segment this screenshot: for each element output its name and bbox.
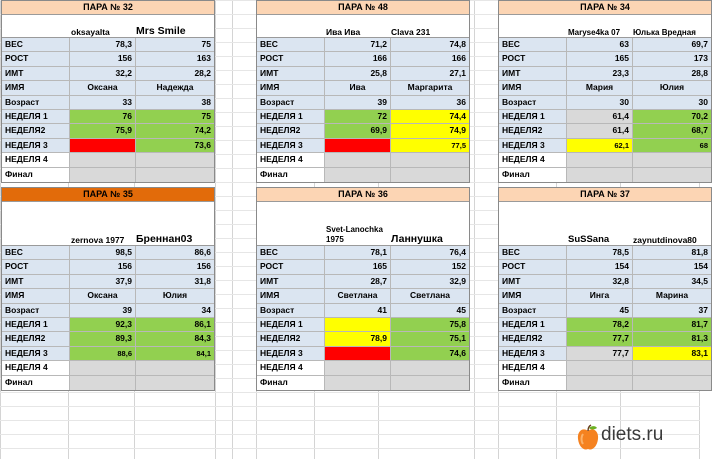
row-bmi (257, 275, 469, 289)
value-cell[interactable]: 154 (633, 260, 711, 273)
row-week1 (499, 318, 711, 332)
row-weight (2, 246, 214, 260)
row-label: Возраст (2, 96, 70, 109)
value-cell[interactable]: 28,7 (325, 275, 391, 288)
value-cell[interactable]: 41 (325, 304, 391, 317)
row-label: ВЕС (2, 246, 70, 259)
value-cell[interactable]: 70,2 (633, 110, 711, 123)
row-label: РОСТ (2, 52, 70, 65)
value-cell[interactable]: 28,2 (136, 67, 214, 80)
value-cell[interactable] (633, 153, 711, 166)
pair-title: ПАРА № 35 (2, 188, 214, 202)
row-label: ИМТ (499, 67, 567, 80)
row-label: ВЕС (2, 38, 70, 51)
value-cell[interactable]: 77,7 (567, 332, 633, 345)
row-label: Финал (257, 168, 325, 182)
row-bmi (2, 67, 214, 81)
row-label: НЕДЕЛЯ 3 (499, 347, 567, 360)
value-cell[interactable]: Юлия (633, 81, 711, 94)
value-cell[interactable]: 78,5 (567, 246, 633, 259)
row-label: Возраст (499, 96, 567, 109)
value-cell[interactable]: 78,2 (567, 318, 633, 331)
nickname-1[interactable]: Svet-Lanochka 1975 (326, 225, 383, 244)
nickname-2[interactable]: zaynutdinova80 (633, 235, 697, 245)
row-label: НЕДЕЛЯ 3 (499, 139, 567, 152)
pair-title: ПАРА № 32 (2, 1, 214, 15)
value-cell[interactable]: 89,3 (70, 332, 136, 345)
value-cell[interactable]: 75,8 (391, 318, 469, 331)
row-age (257, 304, 469, 318)
row-week3 (2, 347, 214, 361)
value-cell[interactable]: 84,3 (136, 332, 214, 345)
pair-table (498, 0, 712, 183)
row-week4 (2, 153, 214, 167)
value-cell[interactable] (136, 376, 214, 390)
value-cell[interactable]: 37 (633, 304, 711, 317)
row-height (499, 52, 711, 66)
value-cell[interactable]: Инга (567, 289, 633, 302)
row-label: НЕДЕЛЯ 1 (257, 318, 325, 331)
value-cell[interactable] (325, 318, 391, 331)
row-week2 (2, 124, 214, 138)
value-cell[interactable] (70, 361, 136, 374)
row-label: НЕДЕЛЯ 1 (2, 110, 70, 123)
row-label: ИМТ (257, 67, 325, 80)
value-cell[interactable]: 77,7 (567, 347, 633, 360)
row-label: Возраст (499, 304, 567, 317)
value-cell[interactable] (567, 361, 633, 374)
row-label: РОСТ (2, 260, 70, 273)
row-week4 (2, 361, 214, 375)
value-cell[interactable]: 86,6 (136, 246, 214, 259)
row-label: НЕДЕЛЯ2 (2, 332, 70, 345)
row-label: НЕДЕЛЯ 4 (257, 361, 325, 374)
row-label: НЕДЕЛЯ2 (2, 124, 70, 137)
value-cell[interactable]: 152 (391, 260, 469, 273)
value-cell[interactable]: 81,8 (633, 246, 711, 259)
value-cell[interactable] (633, 168, 711, 182)
value-cell[interactable]: Светлана (325, 289, 391, 302)
value-cell[interactable]: 77,5 (391, 139, 469, 152)
value-cell[interactable]: 45 (391, 304, 469, 317)
row-height (257, 52, 469, 66)
value-cell[interactable]: 72 (325, 110, 391, 123)
row-name (257, 81, 469, 95)
row-week1 (2, 110, 214, 124)
row-label: ИМЯ (499, 81, 567, 94)
row-week1 (499, 110, 711, 124)
value-cell[interactable] (325, 153, 391, 166)
value-cell[interactable]: 156 (70, 52, 136, 65)
value-cell[interactable]: 68,7 (633, 124, 711, 137)
value-cell[interactable]: 78,9 (325, 332, 391, 345)
nickname-row (2, 202, 214, 246)
row-name (257, 289, 469, 303)
row-label: НЕДЕЛЯ 4 (2, 153, 70, 166)
value-cell[interactable]: Юлия (136, 289, 214, 302)
value-cell[interactable] (633, 361, 711, 374)
value-cell[interactable]: 45 (567, 304, 633, 317)
row-week4 (499, 153, 711, 167)
pair-title: ПАРА № 36 (257, 188, 469, 202)
value-cell[interactable] (136, 153, 214, 166)
row-week2 (2, 332, 214, 346)
value-cell[interactable]: Оксана (70, 81, 136, 94)
pair-table (1, 0, 215, 183)
row-label: Возраст (257, 304, 325, 317)
row-label: НЕДЕЛЯ 1 (499, 110, 567, 123)
nickname-1[interactable]: SuSSana (568, 234, 610, 245)
row-week2 (499, 124, 711, 138)
row-label: Возраст (2, 304, 70, 317)
value-cell[interactable] (391, 153, 469, 166)
row-label: ИМТ (2, 67, 70, 80)
row-age (2, 96, 214, 110)
value-cell[interactable]: 68 (633, 139, 711, 152)
nickname-1[interactable]: Maryse4ka 07 (568, 28, 621, 37)
value-cell[interactable]: Марина (633, 289, 711, 302)
row-label: ИМТ (2, 275, 70, 288)
value-cell[interactable] (325, 168, 391, 182)
row-week2 (257, 332, 469, 346)
row-label: НЕДЕЛЯ2 (257, 332, 325, 345)
value-cell[interactable]: 74,9 (391, 124, 469, 137)
row-weight (2, 38, 214, 52)
row-final (2, 168, 214, 182)
value-cell[interactable]: 63 (567, 38, 633, 51)
nickname-2[interactable]: Mrs Smile (136, 25, 186, 37)
value-cell[interactable]: 25,8 (325, 67, 391, 80)
value-cell[interactable]: 27,1 (391, 67, 469, 80)
value-cell[interactable] (325, 347, 391, 360)
row-week1 (257, 318, 469, 332)
row-height (257, 260, 469, 274)
value-cell[interactable]: 34,5 (633, 275, 711, 288)
value-cell[interactable]: Оксана (70, 289, 136, 302)
nickname-2[interactable]: Clava 231 (391, 27, 431, 37)
value-cell[interactable]: 73,6 (136, 139, 214, 152)
value-cell[interactable]: 173 (633, 52, 711, 65)
row-bmi (257, 67, 469, 81)
site-logo[interactable] (577, 418, 695, 454)
value-cell[interactable]: 81,7 (633, 318, 711, 331)
value-cell[interactable]: 98,5 (70, 246, 136, 259)
value-cell[interactable]: 75,9 (70, 124, 136, 137)
row-week1 (2, 318, 214, 332)
value-cell[interactable]: 166 (391, 52, 469, 65)
row-week4 (257, 153, 469, 167)
value-cell[interactable]: 75 (136, 38, 214, 51)
row-height (2, 52, 214, 66)
value-cell[interactable]: 75 (136, 110, 214, 123)
value-cell[interactable]: 32,2 (70, 67, 136, 80)
value-cell[interactable]: 83,1 (633, 347, 711, 360)
row-age (2, 304, 214, 318)
pair-table (498, 187, 712, 391)
pair-table (256, 0, 470, 183)
row-week3 (257, 347, 469, 361)
value-cell[interactable]: Маргарита (391, 81, 469, 94)
row-final (2, 376, 214, 390)
nickname-1[interactable]: oksayalta (71, 27, 110, 37)
row-bmi (499, 275, 711, 289)
row-height (499, 260, 711, 274)
row-label: НЕДЕЛЯ 4 (499, 361, 567, 374)
nickname-row (2, 15, 214, 38)
row-label: ИМЯ (2, 81, 70, 94)
row-bmi (499, 67, 711, 81)
value-cell[interactable]: 92,3 (70, 318, 136, 331)
row-label: НЕДЕЛЯ 4 (257, 153, 325, 166)
nickname-row (257, 15, 469, 38)
value-cell[interactable]: 39 (325, 96, 391, 109)
value-cell[interactable]: 165 (567, 52, 633, 65)
row-label: ИМТ (499, 275, 567, 288)
value-cell[interactable] (391, 361, 469, 374)
value-cell[interactable] (567, 168, 633, 182)
row-label: РОСТ (499, 52, 567, 65)
row-name (499, 81, 711, 95)
value-cell[interactable]: 34 (136, 304, 214, 317)
row-label: НЕДЕЛЯ 4 (499, 153, 567, 166)
row-label: НЕДЕЛЯ2 (257, 124, 325, 137)
pair-table (1, 187, 215, 391)
value-cell[interactable]: 32,9 (391, 275, 469, 288)
value-cell[interactable]: 74,8 (391, 38, 469, 51)
row-week4 (257, 361, 469, 375)
nickname-2[interactable]: Юлька Вредная (633, 28, 696, 37)
row-label: НЕДЕЛЯ 1 (257, 110, 325, 123)
row-week1 (257, 110, 469, 124)
row-height (2, 260, 214, 274)
row-week3 (499, 139, 711, 153)
value-cell[interactable] (70, 168, 136, 182)
row-label: НЕДЕЛЯ2 (499, 332, 567, 345)
nickname-1[interactable]: zernova 1977 (71, 235, 125, 245)
value-cell[interactable] (567, 376, 633, 390)
row-label: Финал (2, 376, 70, 390)
row-final (499, 168, 711, 182)
row-weight (499, 38, 711, 52)
nickname-2[interactable]: Бреннан03 (136, 233, 193, 245)
logo-text: diets.ru (601, 424, 664, 445)
row-weight (257, 246, 469, 260)
value-cell[interactable]: 74,2 (136, 124, 214, 137)
row-label: ИМЯ (2, 289, 70, 302)
row-weight (257, 38, 469, 52)
value-cell[interactable]: 78,3 (70, 38, 136, 51)
value-cell[interactable]: 86,1 (136, 318, 214, 331)
row-label: Финал (257, 376, 325, 390)
nickname-1[interactable]: Ива Ива (326, 27, 361, 37)
row-label: ВЕС (499, 38, 567, 51)
row-label: ВЕС (257, 246, 325, 259)
value-cell[interactable]: 69,9 (325, 124, 391, 137)
pair-title: ПАРА № 37 (499, 188, 711, 202)
value-cell[interactable]: 33 (70, 96, 136, 109)
row-label: ИМЯ (499, 289, 567, 302)
value-cell[interactable] (567, 153, 633, 166)
row-age (257, 96, 469, 110)
value-cell[interactable]: 166 (325, 52, 391, 65)
grid-line (474, 0, 475, 459)
value-cell[interactable]: 81,3 (633, 332, 711, 345)
row-age (499, 304, 711, 318)
row-weight (499, 246, 711, 260)
row-label: НЕДЕЛЯ 3 (2, 139, 70, 152)
row-final (499, 376, 711, 390)
nickname-row (257, 202, 469, 246)
value-cell[interactable]: 78,1 (325, 246, 391, 259)
grid-line (0, 392, 700, 393)
value-cell[interactable]: 61,4 (567, 110, 633, 123)
grid-line (232, 0, 233, 459)
row-label: Финал (499, 376, 567, 390)
row-name (499, 289, 711, 303)
row-bmi (2, 275, 214, 289)
value-cell[interactable]: 31,8 (136, 275, 214, 288)
row-week3 (2, 139, 214, 153)
row-week2 (257, 124, 469, 138)
row-week2 (499, 332, 711, 346)
value-cell[interactable] (325, 376, 391, 390)
value-cell[interactable]: 38 (136, 96, 214, 109)
row-label: ИМЯ (257, 289, 325, 302)
row-label: ИМЯ (257, 81, 325, 94)
row-label: НЕДЕЛЯ 3 (257, 347, 325, 360)
value-cell[interactable]: 28,8 (633, 67, 711, 80)
row-label: ВЕС (499, 246, 567, 259)
grid-line (0, 406, 700, 407)
value-cell[interactable] (325, 361, 391, 374)
row-label: Финал (2, 168, 70, 182)
value-cell[interactable]: 156 (70, 260, 136, 273)
pair-title: ПАРА № 48 (257, 1, 469, 15)
row-label: НЕДЕЛЯ 1 (499, 318, 567, 331)
row-week3 (257, 139, 469, 153)
row-week4 (499, 361, 711, 375)
value-cell[interactable]: 30 (567, 96, 633, 109)
value-cell[interactable]: Мария (567, 81, 633, 94)
value-cell[interactable] (391, 376, 469, 390)
row-label: НЕДЕЛЯ 1 (2, 318, 70, 331)
value-cell[interactable]: 84,1 (136, 347, 214, 360)
row-label: НЕДЕЛЯ 3 (257, 139, 325, 152)
row-label: Возраст (257, 96, 325, 109)
value-cell[interactable] (70, 376, 136, 390)
nickname-2[interactable]: Ланнушка (391, 233, 443, 245)
value-cell[interactable]: 154 (567, 260, 633, 273)
row-week3 (499, 347, 711, 361)
value-cell[interactable] (325, 139, 391, 152)
value-cell[interactable]: 156 (136, 260, 214, 273)
value-cell[interactable]: Ива (325, 81, 391, 94)
value-cell[interactable]: 71,2 (325, 38, 391, 51)
row-label: РОСТ (257, 52, 325, 65)
value-cell[interactable]: 75,1 (391, 332, 469, 345)
value-cell[interactable]: 76,4 (391, 246, 469, 259)
value-cell[interactable]: 30 (633, 96, 711, 109)
value-cell[interactable]: 74,6 (391, 347, 469, 360)
grid-line (215, 0, 216, 459)
row-label: Финал (499, 168, 567, 182)
nickname-row (499, 202, 711, 246)
row-final (257, 168, 469, 182)
row-age (499, 96, 711, 110)
pair-title: ПАРА № 34 (499, 1, 711, 15)
value-cell[interactable] (70, 153, 136, 166)
row-label: РОСТ (499, 260, 567, 273)
value-cell[interactable]: 62,1 (567, 139, 633, 152)
row-label: НЕДЕЛЯ 4 (2, 361, 70, 374)
value-cell[interactable]: 39 (70, 304, 136, 317)
apple-icon (577, 424, 599, 452)
value-cell[interactable]: 163 (136, 52, 214, 65)
row-name (2, 289, 214, 303)
value-cell[interactable]: 61,4 (567, 124, 633, 137)
row-final (257, 376, 469, 390)
value-cell[interactable]: Светлана (391, 289, 469, 302)
row-label: ВЕС (257, 38, 325, 51)
value-cell[interactable]: 76 (70, 110, 136, 123)
value-cell[interactable]: 88,6 (70, 347, 136, 360)
value-cell[interactable] (633, 376, 711, 390)
row-label: ИМТ (257, 275, 325, 288)
value-cell[interactable] (70, 139, 136, 152)
value-cell[interactable]: 69,7 (633, 38, 711, 51)
value-cell[interactable]: 36 (391, 96, 469, 109)
row-name (2, 81, 214, 95)
nickname-row (499, 15, 711, 38)
value-cell[interactable]: 74,4 (391, 110, 469, 123)
value-cell[interactable]: 23,3 (567, 67, 633, 80)
row-label: РОСТ (257, 260, 325, 273)
value-cell[interactable] (391, 168, 469, 182)
value-cell[interactable]: 37,9 (70, 275, 136, 288)
value-cell[interactable]: 32,8 (567, 275, 633, 288)
value-cell[interactable] (136, 168, 214, 182)
value-cell[interactable]: 165 (325, 260, 391, 273)
row-label: НЕДЕЛЯ 3 (2, 347, 70, 360)
value-cell[interactable] (136, 361, 214, 374)
value-cell[interactable]: Надежда (136, 81, 214, 94)
pair-table (256, 187, 470, 391)
row-label: НЕДЕЛЯ2 (499, 124, 567, 137)
